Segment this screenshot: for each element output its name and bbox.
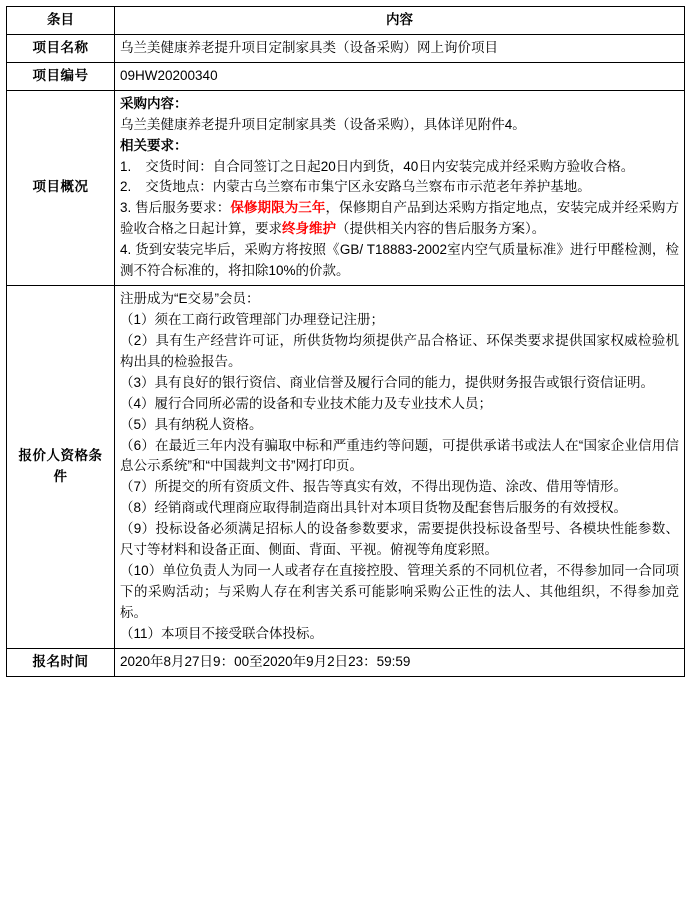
- qualification-item: （2）具有生产经营许可证，所供货物均须提供产品合格证、环保类要求提供国家权威检验机构出具的检验报告。: [120, 332, 679, 369]
- table-row-project-overview: [7, 90, 685, 285]
- qualification-item: （5）具有纳税人资格。: [120, 416, 263, 432]
- row-value-project-name: 乌兰美健康养老提升项目定制家具类（设备采购）网上询价项目: [115, 34, 685, 62]
- req3-prefix: 3. 售后服务要求：: [120, 200, 231, 216]
- req2-title: 交货地点：: [145, 179, 213, 195]
- req1-title: 交货时间：: [145, 158, 213, 174]
- req3-warranty-highlight: 保修期限为三年: [230, 200, 326, 216]
- qualification-item: （1）须在工商行政管理部门办理登记注册；: [120, 311, 385, 327]
- overview-heading-requirements: 相关要求：: [120, 137, 188, 153]
- table-row-project-number: [7, 62, 685, 90]
- qualification-item: （11）本项目不接受联合体投标。: [120, 625, 324, 641]
- qualification-item: （6）在最近三年内没有骗取中标和严重违约等问题，可提供承诺书或法人在“国家企业信用信息公示系统”和“中国裁判文书”网打印页。: [120, 437, 679, 474]
- row-label-signup-time: 报名时间: [7, 648, 115, 676]
- table-row-qualification: [7, 286, 685, 649]
- qualification-intro: 注册成为“E交易”会员：: [120, 291, 260, 307]
- qualification-item: （9）投标设备必须满足招标人的设备参数要求，需要提供投标设备型号、各模块性能参数、尺寸等材料和设备正面、侧面、背面、平视。俯视等角度彩照。: [120, 521, 679, 558]
- table-row-project-name: [7, 34, 685, 62]
- qualification-item: （7）所提交的所有资质文件、报告等真实有效，不得出现伪造、涂改、借用等情形。: [120, 479, 628, 495]
- row-label-project-number: 项目编号: [7, 62, 115, 90]
- row-value-project-overview: [115, 90, 685, 285]
- overview-heading-content: 采购内容：: [120, 95, 188, 111]
- overview-requirement-2: [120, 177, 679, 198]
- qualification-item: （10）单位负责人为同一人或者存在直接控股、管理关系的不同机位者，不得参加同一合同项下的采购活动；与采购人存在利害关系可能影响采购公正性的法人、其他组织，不得参加竞标。: [120, 563, 679, 620]
- table-row-signup-time: [7, 648, 685, 676]
- row-value-project-number: 09HW20200340: [115, 62, 685, 90]
- req2-number: 2.: [120, 179, 132, 195]
- procurement-notice-table: [6, 6, 685, 677]
- overview-requirement-3: [120, 198, 679, 240]
- qualification-item: （4）履行合同所必需的设备和专业技术能力及专业技术人员；: [120, 395, 493, 411]
- row-label-project-name: 项目名称: [7, 34, 115, 62]
- table-header-row: [7, 7, 685, 35]
- qualification-item: （3）具有良好的银行资信、商业信誉及履行合同的能力，提供财务报告或银行资信证明。: [120, 374, 655, 390]
- req3-lifetime-highlight: 终身维护: [282, 221, 336, 237]
- overview-requirement-4: 4. 货到安装完毕后，采购方将按照《GB/ T18883-2002室内空气质量标准》进行甲醛检测，检测不符合标准的，将扣除10%的价款。: [120, 242, 679, 279]
- header-cell-content: 内容: [115, 7, 685, 35]
- req3-tail: （提供相关内容的售后服务方案）。: [336, 221, 546, 237]
- overview-content-text: 乌兰美健康养老提升项目定制家具类（设备采购），具体详见附件4。: [120, 116, 526, 132]
- req2-text: 内蒙古乌兰察布市集宁区永安路乌兰察布市示范老年养护基地。: [212, 179, 591, 195]
- req3-middle: ，保修期自产品到达采购方指定地点，安装完成并经采购方验收合格之日起计算，要求: [120, 200, 680, 237]
- header-cell-item: 条目: [7, 7, 115, 35]
- row-label-project-overview: 项目概况: [7, 90, 115, 285]
- row-label-qualification: 报价人资格条件: [7, 286, 115, 649]
- req1-text: 自合同签订之日起20日内到货，40日内安装完成并经采购方验收合格。: [212, 158, 635, 174]
- qualification-item: （8）经销商或代理商应取得制造商出具针对本项目货物及配套售后服务的有效授权。: [120, 500, 628, 516]
- row-value-signup-time: 2020年8月27日9：00至2020年9月2日23：59:59: [115, 648, 685, 676]
- req1-number: 1.: [120, 158, 132, 174]
- row-value-qualification: [115, 286, 685, 649]
- overview-requirement-1: [120, 157, 679, 178]
